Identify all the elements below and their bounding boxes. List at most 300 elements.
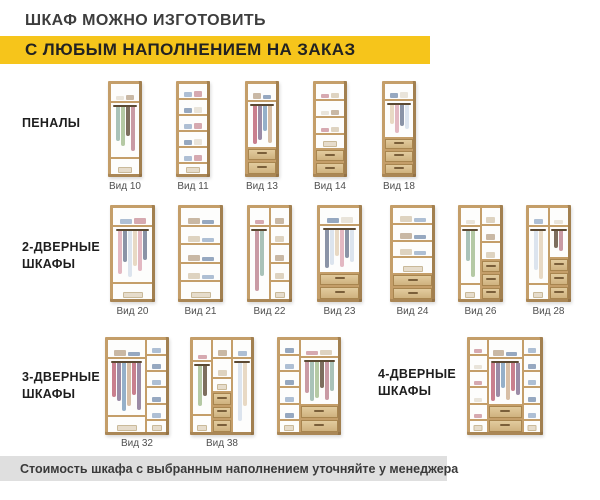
shelf-section bbox=[179, 116, 207, 130]
clothes-on-rod bbox=[301, 358, 338, 404]
wardrobe-вид-23 bbox=[317, 205, 362, 302]
folded-items bbox=[179, 123, 207, 129]
folded-items bbox=[147, 348, 166, 353]
folded-items bbox=[393, 249, 432, 255]
folded-items bbox=[470, 398, 487, 402]
garment bbox=[138, 231, 142, 271]
wardrobe-interior bbox=[280, 340, 338, 432]
folded-items bbox=[393, 216, 432, 222]
folded-items bbox=[385, 92, 413, 98]
clothes-on-rod bbox=[461, 227, 480, 283]
garment bbox=[405, 105, 409, 128]
hanging-section bbox=[550, 227, 569, 257]
garment bbox=[126, 107, 130, 136]
garment bbox=[335, 230, 339, 256]
garment bbox=[112, 363, 116, 397]
garment bbox=[466, 231, 470, 261]
footer-note-strip bbox=[0, 456, 459, 481]
shelf-section bbox=[179, 100, 207, 114]
folded-item bbox=[184, 108, 192, 113]
shelf-section bbox=[111, 84, 139, 101]
folded-item bbox=[134, 218, 146, 224]
folded-item bbox=[218, 370, 227, 376]
garment bbox=[128, 231, 132, 277]
clothes-on-rod bbox=[489, 359, 522, 404]
drawer bbox=[393, 275, 432, 286]
hanging-section bbox=[461, 227, 480, 283]
garment bbox=[116, 107, 120, 141]
section-label-line: 3-ДВЕРНЫЕ bbox=[22, 370, 101, 384]
wardrobe-column bbox=[470, 340, 487, 432]
garment bbox=[255, 231, 259, 291]
folded-item bbox=[194, 123, 202, 129]
garment bbox=[132, 363, 136, 395]
folded-items bbox=[181, 255, 220, 261]
garment bbox=[118, 231, 122, 274]
shelf-section bbox=[550, 208, 569, 225]
folded-item bbox=[306, 351, 318, 355]
folded-items bbox=[550, 220, 569, 224]
shelf-section bbox=[316, 84, 344, 99]
page-title: ШКАФ МОЖНО ИЗГОТОВИТЬ bbox=[25, 12, 266, 29]
open-section bbox=[213, 379, 231, 391]
shelf-section bbox=[181, 245, 220, 262]
stored-box bbox=[284, 425, 294, 431]
view-caption: Вид 38 bbox=[206, 438, 238, 449]
drawer bbox=[301, 406, 338, 418]
folded-item bbox=[152, 413, 161, 418]
garment bbox=[534, 231, 538, 269]
hanging-section bbox=[248, 102, 276, 147]
drawer bbox=[489, 406, 522, 418]
hanging-section bbox=[111, 103, 139, 158]
folded-items bbox=[470, 381, 487, 385]
wardrobe-вид-13 bbox=[245, 81, 279, 177]
folded-item bbox=[114, 350, 126, 356]
folded-item bbox=[414, 235, 426, 239]
shelf-section bbox=[147, 372, 166, 386]
wardrobe-interior bbox=[461, 208, 500, 299]
wardrobe-вид-26 bbox=[458, 205, 503, 302]
folded-item bbox=[414, 251, 426, 255]
shelf-section bbox=[271, 245, 290, 262]
drawer bbox=[248, 149, 276, 161]
wardrobe-column bbox=[193, 340, 211, 432]
folded-item bbox=[506, 352, 517, 356]
folded-items bbox=[213, 350, 231, 356]
clothes-on-rod bbox=[108, 359, 145, 415]
folded-items bbox=[179, 107, 207, 113]
shelf-section bbox=[271, 208, 290, 225]
wardrobe-column bbox=[213, 340, 231, 432]
shelf-section bbox=[181, 264, 220, 281]
view-caption: Вид 22 bbox=[253, 306, 286, 317]
garment bbox=[554, 231, 558, 249]
wardrobe-column bbox=[489, 340, 522, 432]
wardrobe-column bbox=[250, 208, 269, 299]
wardrobe-вид-28 bbox=[526, 205, 571, 302]
folded-item bbox=[285, 348, 294, 353]
drawer-handle bbox=[314, 410, 324, 412]
garment bbox=[123, 231, 127, 263]
folded-item bbox=[321, 111, 329, 115]
wardrobe-вид-14 bbox=[313, 81, 347, 177]
shelf-section bbox=[482, 243, 501, 259]
folded-item bbox=[528, 413, 536, 418]
drawer bbox=[316, 150, 344, 161]
drawer-handle bbox=[257, 166, 267, 168]
shelf-section bbox=[280, 356, 299, 370]
folded-item bbox=[534, 219, 543, 224]
drawer bbox=[248, 162, 276, 174]
folded-items bbox=[179, 91, 207, 97]
folded-item bbox=[218, 350, 227, 356]
stored-box bbox=[527, 425, 536, 431]
shelf-section bbox=[179, 132, 207, 146]
hanging-section bbox=[250, 227, 269, 299]
shelf-section bbox=[113, 208, 152, 225]
folded-items bbox=[301, 350, 338, 355]
shelf-section bbox=[316, 101, 344, 116]
wardrobe-interior bbox=[108, 340, 166, 432]
folded-items bbox=[489, 350, 522, 356]
drawer bbox=[482, 288, 501, 299]
drawer-handle bbox=[217, 410, 227, 412]
folded-item bbox=[414, 218, 426, 222]
shelf-section bbox=[393, 242, 432, 257]
shelf-section bbox=[529, 208, 548, 225]
view-caption: Вид 11 bbox=[177, 181, 209, 192]
garment bbox=[330, 362, 334, 391]
open-section bbox=[316, 135, 344, 148]
section-label-line: 2-ДВЕРНЫЕ bbox=[22, 240, 101, 254]
folded-item bbox=[202, 257, 214, 261]
folded-item bbox=[390, 93, 398, 98]
folded-items bbox=[147, 397, 166, 402]
wardrobe-four-door-0 bbox=[467, 337, 543, 435]
folded-item bbox=[275, 273, 284, 279]
wardrobe-вид-10 bbox=[108, 81, 142, 177]
hanging-section bbox=[193, 362, 211, 414]
view-caption: Вид 24 bbox=[396, 306, 429, 317]
shelf-section bbox=[181, 227, 220, 244]
open-section bbox=[280, 421, 299, 432]
garment bbox=[511, 363, 515, 391]
garment bbox=[516, 363, 520, 395]
drawer-handle bbox=[325, 154, 335, 156]
section-label-line: ПЕНАЛЫ bbox=[22, 116, 81, 130]
folded-items bbox=[316, 110, 344, 115]
folded-items bbox=[470, 365, 487, 369]
garment bbox=[133, 231, 137, 266]
folded-item bbox=[474, 365, 482, 369]
garment bbox=[310, 362, 314, 401]
folded-item bbox=[528, 364, 536, 369]
folded-item bbox=[493, 350, 504, 356]
folded-items bbox=[147, 413, 166, 418]
folded-item bbox=[188, 218, 200, 224]
garment bbox=[471, 231, 475, 276]
folded-item bbox=[285, 380, 294, 385]
drawer-handle bbox=[394, 167, 404, 169]
hanging-section bbox=[233, 359, 251, 432]
folded-items bbox=[461, 220, 480, 224]
shelf-section bbox=[280, 372, 299, 386]
shelf-section bbox=[524, 356, 541, 370]
drawer bbox=[385, 151, 413, 161]
shelf-section bbox=[482, 208, 501, 224]
wardrobe-column bbox=[320, 208, 359, 299]
folded-items bbox=[271, 273, 290, 279]
folded-items bbox=[524, 380, 541, 385]
garment bbox=[127, 363, 131, 407]
folded-item bbox=[331, 93, 339, 98]
section-label-three-door bbox=[22, 369, 100, 403]
wardrobe-interior bbox=[181, 208, 220, 299]
stored-box bbox=[323, 141, 337, 147]
stored-box bbox=[117, 425, 137, 431]
drawer-handle bbox=[554, 263, 564, 265]
folded-items bbox=[181, 273, 220, 279]
wardrobe-column bbox=[482, 208, 501, 299]
garment bbox=[198, 366, 202, 406]
shelf-section bbox=[470, 356, 487, 370]
stored-box bbox=[186, 167, 200, 173]
stored-box bbox=[152, 425, 162, 431]
section-label-penaly bbox=[22, 115, 80, 132]
clothes-on-rod bbox=[193, 362, 211, 414]
folded-item bbox=[275, 218, 284, 224]
garment bbox=[325, 230, 329, 268]
folded-items bbox=[233, 351, 251, 356]
wardrobe-interior bbox=[385, 84, 413, 174]
drawer-handle bbox=[408, 292, 418, 294]
folded-items bbox=[179, 139, 207, 145]
folded-items bbox=[248, 93, 276, 99]
folded-items bbox=[193, 355, 211, 359]
hanging-section bbox=[108, 359, 145, 415]
open-section bbox=[193, 416, 211, 432]
garment bbox=[137, 363, 141, 410]
folded-items bbox=[113, 218, 152, 224]
garment bbox=[260, 231, 264, 276]
stored-box bbox=[474, 425, 483, 431]
drawer bbox=[213, 393, 231, 405]
hanging-section bbox=[113, 227, 152, 282]
folded-item bbox=[184, 156, 192, 161]
drawer-handle bbox=[325, 167, 335, 169]
shelf-section bbox=[280, 388, 299, 402]
hanging-rod bbox=[113, 105, 137, 107]
drawer bbox=[385, 164, 413, 174]
view-caption: Вид 20 bbox=[116, 306, 149, 317]
folded-item bbox=[194, 155, 202, 161]
drawer bbox=[301, 420, 338, 432]
folded-item bbox=[128, 352, 140, 356]
shelf-section bbox=[489, 340, 522, 357]
drawer bbox=[550, 259, 569, 271]
wardrobe-column bbox=[385, 84, 413, 174]
shelf-section bbox=[524, 372, 541, 386]
wardrobe-вид-24 bbox=[390, 205, 435, 302]
hanging-rod bbox=[250, 104, 274, 106]
stored-box bbox=[275, 292, 285, 298]
garment bbox=[350, 230, 354, 262]
folded-item bbox=[202, 220, 214, 224]
folded-items bbox=[147, 380, 166, 385]
folded-items bbox=[393, 233, 432, 239]
wardrobe-column bbox=[111, 84, 139, 174]
wardrobe-interior bbox=[248, 84, 276, 174]
folded-item bbox=[263, 95, 271, 99]
clothes-on-rod bbox=[248, 102, 276, 147]
wardrobe-interior bbox=[113, 208, 152, 299]
shelf-section bbox=[385, 84, 413, 99]
garment bbox=[122, 363, 126, 411]
wardrobe-column bbox=[393, 208, 432, 299]
open-section bbox=[461, 285, 480, 299]
folded-item bbox=[275, 255, 284, 261]
shelf-section bbox=[147, 340, 166, 354]
subtitle-banner bbox=[0, 36, 430, 64]
stored-box bbox=[217, 384, 227, 390]
folded-items bbox=[316, 127, 344, 132]
wardrobe-interior bbox=[179, 84, 207, 174]
view-caption: Вид 28 bbox=[532, 306, 565, 317]
shelf-section bbox=[470, 340, 487, 354]
shelf-section bbox=[470, 372, 487, 386]
shelf-section bbox=[393, 208, 432, 223]
folded-item bbox=[253, 93, 261, 99]
garment bbox=[320, 362, 324, 388]
folded-items bbox=[529, 219, 548, 224]
wardrobe-three-door-2 bbox=[277, 337, 341, 435]
hanging-section bbox=[301, 358, 338, 404]
garment bbox=[330, 230, 334, 265]
wardrobe-вид-21 bbox=[178, 205, 223, 302]
folded-item bbox=[474, 398, 482, 402]
folded-items bbox=[316, 93, 344, 98]
view-caption: Вид 14 bbox=[314, 181, 346, 192]
garment bbox=[143, 231, 147, 261]
shelf-section bbox=[193, 340, 211, 360]
folded-item bbox=[321, 94, 329, 98]
hanging-section bbox=[489, 359, 522, 404]
shelf-section bbox=[482, 226, 501, 242]
wardrobe-column bbox=[280, 340, 299, 432]
folded-item bbox=[486, 217, 495, 223]
shelf-section bbox=[250, 208, 269, 225]
stored-box bbox=[403, 266, 423, 272]
garment bbox=[268, 106, 272, 143]
drawer-handle bbox=[394, 154, 404, 156]
folded-item bbox=[202, 275, 214, 279]
folded-item bbox=[400, 249, 412, 255]
open-section bbox=[271, 282, 290, 299]
shelf-section bbox=[524, 405, 541, 419]
view-caption: Вид 18 bbox=[383, 181, 415, 192]
folded-items bbox=[181, 218, 220, 224]
drawer bbox=[213, 407, 231, 419]
folded-item bbox=[152, 380, 161, 385]
wardrobe-column bbox=[147, 340, 166, 432]
drawer-handle bbox=[486, 291, 496, 293]
wardrobe-column bbox=[248, 84, 276, 174]
folded-item bbox=[486, 234, 495, 240]
shelf-section bbox=[320, 208, 359, 224]
folded-items bbox=[147, 364, 166, 369]
clothes-on-rod bbox=[111, 103, 139, 158]
view-caption: Вид 26 bbox=[464, 306, 497, 317]
folded-items bbox=[271, 255, 290, 261]
view-caption: Вид 10 bbox=[109, 181, 141, 192]
folded-item bbox=[331, 127, 339, 132]
subtitle-text: С ЛЮБЫМ НАПОЛНЕНИЕМ НА ЗАКАЗ bbox=[25, 40, 356, 59]
wardrobe-вид-38 bbox=[190, 337, 254, 435]
shelf-section bbox=[147, 405, 166, 419]
wardrobe-interior bbox=[316, 84, 344, 174]
clothes-on-rod bbox=[550, 227, 569, 257]
garment bbox=[253, 106, 257, 144]
clothes-on-rod bbox=[250, 227, 269, 299]
shelf-section bbox=[393, 225, 432, 240]
drawer-handle bbox=[217, 424, 227, 426]
open-section bbox=[108, 417, 145, 432]
garment bbox=[390, 105, 394, 123]
stored-box bbox=[191, 292, 211, 298]
folded-items bbox=[320, 217, 359, 223]
section-label-four-door bbox=[378, 366, 456, 400]
open-section bbox=[113, 284, 152, 299]
drawer-handle bbox=[486, 278, 496, 280]
drawer-handle bbox=[257, 152, 267, 154]
shelf-section bbox=[181, 208, 220, 225]
folded-items bbox=[111, 95, 139, 100]
folded-item bbox=[474, 349, 482, 353]
folded-item bbox=[188, 255, 200, 261]
drawer bbox=[550, 273, 569, 285]
drawer-handle bbox=[335, 277, 345, 279]
section-label-line: ШКАФЫ bbox=[22, 386, 76, 401]
garment bbox=[501, 363, 505, 389]
folded-item bbox=[554, 220, 563, 224]
folded-items bbox=[280, 380, 299, 385]
drawer-handle bbox=[408, 279, 418, 281]
folded-items bbox=[524, 364, 541, 369]
garment bbox=[496, 363, 500, 398]
garment bbox=[238, 363, 242, 421]
hanging-rod bbox=[116, 229, 149, 231]
shelf-section bbox=[179, 84, 207, 98]
folded-item bbox=[285, 397, 294, 402]
folded-item bbox=[194, 91, 202, 97]
open-section bbox=[529, 285, 548, 299]
shelf-section bbox=[213, 359, 231, 376]
folded-items bbox=[181, 236, 220, 242]
folded-item bbox=[194, 139, 202, 145]
folded-items bbox=[524, 348, 541, 353]
folded-items bbox=[280, 397, 299, 402]
garment bbox=[559, 231, 563, 251]
wardrobe-column bbox=[529, 208, 548, 299]
wardrobe-interior bbox=[320, 208, 359, 299]
wardrobe-вид-11 bbox=[176, 81, 210, 177]
folded-item bbox=[152, 364, 161, 369]
folded-item bbox=[255, 220, 264, 224]
wardrobe-interior bbox=[193, 340, 251, 432]
garment bbox=[506, 363, 510, 400]
view-caption: Вид 13 bbox=[246, 181, 278, 192]
